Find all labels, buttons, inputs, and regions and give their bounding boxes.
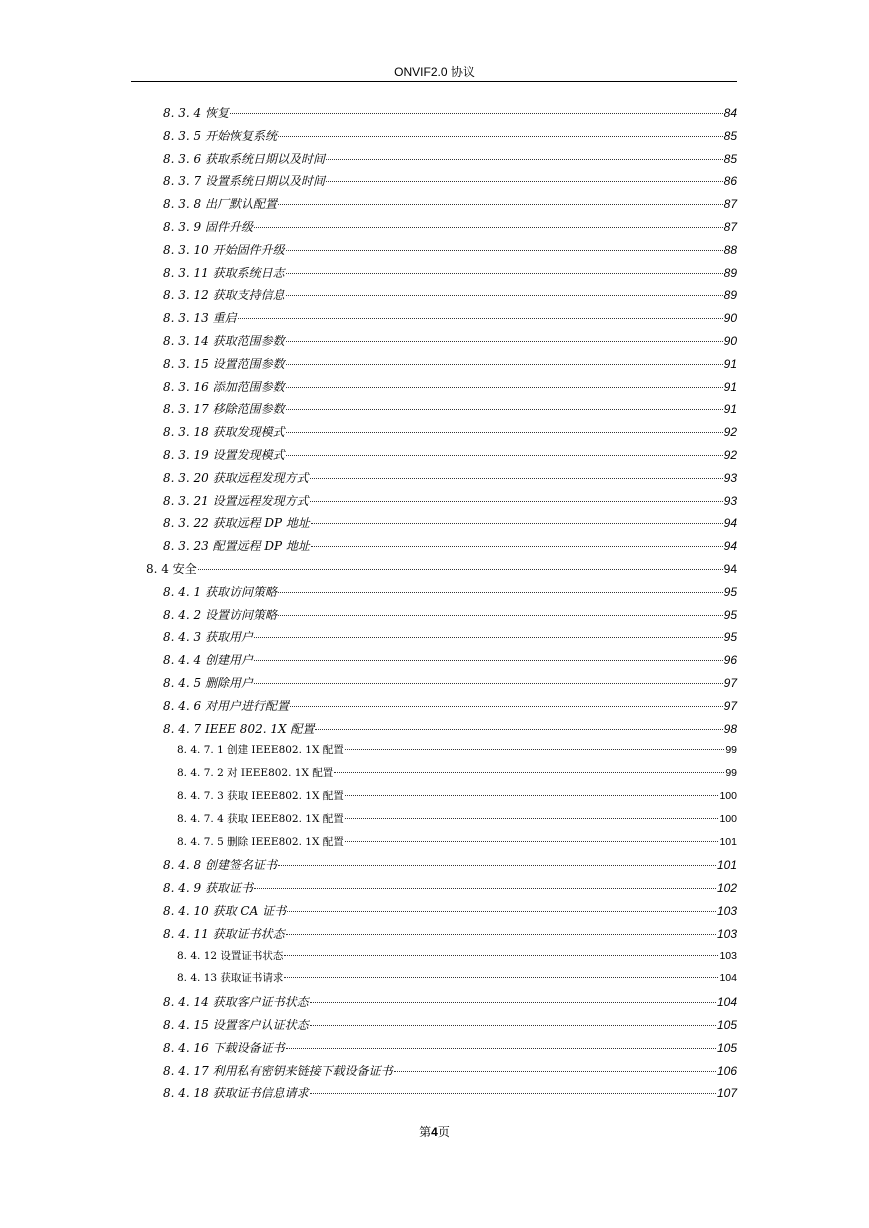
- toc-entry-label: 8. 4. 11 获取证书状态: [163, 926, 285, 941]
- dot-leader: [286, 431, 723, 433]
- toc-entry-page: 93: [723, 470, 737, 485]
- toc-entry-label: 8. 4. 7. 5 删除 IEEE802. 1X 配置: [177, 835, 344, 848]
- toc-entry[interactable]: [163, 606, 737, 626]
- toc-entry-page: 95: [723, 607, 737, 622]
- toc-entry-label: 8. 3. 7 设置系统日期以及时间: [163, 174, 325, 189]
- toc-entry[interactable]: [163, 925, 737, 945]
- toc-entry[interactable]: [177, 834, 737, 854]
- page-footer: [0, 1123, 869, 1140]
- dot-leader: [326, 158, 723, 160]
- toc-entry-page: 87: [723, 220, 737, 234]
- toc-entry[interactable]: [163, 492, 737, 512]
- toc-entry-label: 8. 4. 9 获取证书: [163, 881, 253, 896]
- toc-entry[interactable]: [146, 560, 737, 580]
- toc-entry[interactable]: [163, 355, 737, 375]
- dot-leader: [198, 568, 723, 570]
- toc-entry[interactable]: [163, 172, 737, 192]
- toc-entry-page: 100: [719, 790, 737, 802]
- toc-entry-label: 8. 4. 2 设置访问策略: [163, 607, 277, 622]
- toc-entry[interactable]: [163, 628, 737, 648]
- toc-entry-page: 91: [723, 402, 737, 417]
- dot-leader: [310, 1024, 716, 1026]
- dot-leader: [287, 910, 716, 912]
- toc-entry-label: 8. 4. 13 获取证书请求: [177, 972, 284, 985]
- dot-leader: [230, 112, 723, 114]
- toc-entry[interactable]: [163, 446, 737, 466]
- toc-entry[interactable]: [163, 264, 737, 284]
- toc-entry[interactable]: [163, 583, 737, 603]
- dot-leader: [310, 477, 723, 479]
- document-title: ONVIF2.0 协议: [394, 65, 475, 79]
- toc-entry-page: 99: [725, 767, 737, 780]
- toc-entry[interactable]: [163, 1084, 737, 1104]
- toc-entry[interactable]: [163, 902, 737, 922]
- dot-leader: [238, 317, 723, 319]
- toc-entry-label: 8. 4. 7 IEEE 802. 1X 配置: [163, 721, 315, 736]
- dot-leader: [326, 180, 723, 182]
- dot-leader: [310, 500, 723, 502]
- dot-leader: [290, 705, 723, 707]
- dot-leader: [286, 933, 716, 935]
- toc-entry-label: 8. 4. 7. 3 获取 IEEE802. 1X 配置: [177, 790, 344, 802]
- toc-entry-page: 93: [723, 493, 737, 508]
- toc-entry-page: 103: [719, 949, 737, 962]
- dot-leader: [286, 294, 723, 296]
- dot-leader: [310, 1001, 716, 1003]
- toc-entry[interactable]: [163, 286, 737, 306]
- toc-entry-label: 8. 3. 11 获取系统日志: [163, 265, 285, 280]
- toc-entry-page: 85: [723, 151, 737, 166]
- toc-entry[interactable]: [163, 104, 737, 124]
- dot-leader: [345, 817, 719, 819]
- toc-entry-label: 8. 3. 6 获取系统日期以及时间: [163, 151, 325, 166]
- dot-leader: [254, 636, 723, 638]
- toc-entry-page: 91: [723, 356, 737, 371]
- toc-entry-page: 86: [723, 174, 737, 189]
- toc-entry-label: 8. 3. 20 获取远程发现方式: [163, 470, 309, 485]
- toc-entry-page: 85: [723, 128, 737, 143]
- toc-entry-page: 84: [723, 106, 737, 120]
- dot-leader: [286, 363, 723, 365]
- toc-entry-page: 91: [723, 379, 737, 394]
- toc-entry[interactable]: [163, 400, 737, 420]
- page-number-prefix: 第: [419, 1125, 432, 1139]
- toc-entry-label: 8. 4. 17 利用私有密钥来链接下载设备证书: [163, 1063, 393, 1078]
- dot-leader: [286, 408, 723, 410]
- toc-entry[interactable]: [177, 765, 737, 785]
- toc-entry[interactable]: [163, 697, 737, 717]
- page-number-suffix: 页: [437, 1125, 450, 1139]
- toc-entry[interactable]: [163, 674, 737, 694]
- toc-entry[interactable]: [177, 811, 737, 831]
- toc-entry-page: 94: [723, 516, 737, 531]
- toc-entry[interactable]: [163, 241, 737, 261]
- toc-entry-label: 8. 3. 5 开始恢复系统: [163, 128, 277, 143]
- toc-entry-label: 8. 3. 22 获取远程 DP 地址: [163, 516, 310, 531]
- dot-leader: [394, 1070, 716, 1072]
- toc-entry[interactable]: [163, 879, 737, 899]
- toc-entry-label: 8. 4. 7. 1 创建 IEEE802. 1X 配置: [177, 744, 344, 757]
- toc-entry[interactable]: [163, 423, 737, 443]
- toc-entry[interactable]: [163, 218, 737, 238]
- toc-entry[interactable]: [163, 127, 737, 147]
- toc-entry-label: 8. 3. 23 配置远程 DP 地址: [163, 539, 310, 554]
- dot-leader: [284, 954, 718, 956]
- toc-entry[interactable]: [163, 993, 737, 1013]
- toc-entry-label: 8. 3. 13 重启: [163, 311, 237, 326]
- toc-entry-page: 97: [723, 676, 737, 690]
- toc-entry-label: 8. 4. 4 创建用户: [163, 653, 253, 668]
- toc-entry-label: 8. 4. 7. 4 获取 IEEE802. 1X 配置: [177, 812, 344, 825]
- toc-entry-page: 102: [716, 881, 737, 896]
- toc-entry-label: 8. 4. 16 下载设备证书: [163, 1040, 285, 1055]
- toc-entry-label: 8. 4. 12 设置证书状态: [177, 949, 284, 962]
- toc-entry[interactable]: [163, 537, 737, 557]
- toc-entry[interactable]: [177, 948, 737, 968]
- dot-leader: [286, 340, 723, 342]
- toc-entry-page: 94: [723, 539, 737, 554]
- toc-entry[interactable]: [163, 1062, 737, 1082]
- toc-entry-label: 8. 3. 14 获取范围参数: [163, 334, 285, 348]
- toc-entry-label: 8. 4. 14 获取客户证书状态: [163, 995, 309, 1010]
- toc-entry-label: 8. 4. 3 获取用户: [163, 630, 253, 645]
- toc-entry-page: 103: [716, 904, 737, 918]
- toc-entry-page: 92: [723, 425, 737, 440]
- dot-leader: [286, 272, 723, 274]
- toc-entry[interactable]: [163, 378, 737, 398]
- toc-entry-page: 105: [716, 1018, 737, 1032]
- page-header: [0, 63, 869, 80]
- dot-leader: [278, 135, 723, 137]
- dot-leader: [278, 864, 716, 866]
- toc-entry-page: 90: [723, 311, 737, 326]
- toc-entry-label: 8. 4 安全: [146, 562, 197, 576]
- toc-entry[interactable]: [177, 970, 737, 990]
- toc-entry-label: 8. 3. 16 添加范围参数: [163, 379, 285, 394]
- page-number: 4: [431, 1125, 438, 1139]
- toc-entry-label: 8. 4. 10 获取 CA 证书: [163, 904, 287, 918]
- dot-leader: [315, 728, 722, 730]
- toc-entry-page: 107: [716, 1086, 737, 1101]
- dot-leader: [286, 386, 723, 388]
- toc-entry-label: 8. 3. 21 设置远程发现方式: [163, 493, 309, 508]
- toc-entry-page: 90: [723, 334, 737, 348]
- toc-entry[interactable]: [177, 742, 737, 762]
- toc-entry-page: 89: [723, 265, 737, 280]
- toc-entry-page: 104: [719, 972, 737, 985]
- toc-entry-label: 8. 3. 10 开始固件升级: [163, 242, 285, 257]
- toc-entry[interactable]: [177, 788, 737, 808]
- toc-entry-page: 94: [723, 562, 737, 576]
- toc-entry-page: 105: [716, 1040, 737, 1055]
- dot-leader: [286, 249, 723, 251]
- toc-entry[interactable]: [163, 150, 737, 170]
- toc-entry-page: 103: [716, 926, 737, 941]
- toc-entry[interactable]: [163, 332, 737, 352]
- dot-leader: [254, 659, 723, 661]
- toc-entry-page: 104: [716, 995, 737, 1010]
- toc-entry-label: 8. 4. 5 删除用户: [163, 676, 253, 690]
- toc-entry[interactable]: [163, 651, 737, 671]
- toc-entry[interactable]: [163, 856, 737, 876]
- toc-entry-label: 8. 4. 6 对用户进行配置: [163, 698, 289, 713]
- toc-entry[interactable]: [163, 514, 737, 534]
- toc-entry-page: 89: [723, 288, 737, 303]
- toc-entry-label: 8. 3. 18 获取发现模式: [163, 425, 285, 440]
- toc-entry[interactable]: [163, 720, 737, 740]
- dot-leader: [254, 682, 723, 684]
- dot-leader: [345, 840, 719, 842]
- toc-entry-page: 98: [723, 721, 737, 736]
- toc-entry-label: 8. 4. 7. 2 对 IEEE802. 1X 配置: [177, 767, 334, 780]
- toc-entry-page: 100: [719, 812, 737, 825]
- toc-entry-label: 8. 3. 17 移除范围参数: [163, 402, 285, 417]
- toc-entry-page: 97: [723, 698, 737, 713]
- dot-leader: [334, 771, 724, 773]
- toc-entry-page: 106: [716, 1063, 737, 1078]
- toc-entry-label: 8. 4. 8 创建签名证书: [163, 858, 277, 873]
- toc-entry[interactable]: [163, 469, 737, 489]
- dot-leader: [278, 614, 723, 616]
- toc-entry-label: 8. 3. 19 设置发现模式: [163, 448, 285, 462]
- dot-leader: [254, 226, 723, 228]
- dot-leader: [254, 887, 716, 889]
- dot-leader: [310, 1092, 716, 1094]
- dot-leader: [286, 1047, 716, 1049]
- toc-entry-page: 92: [723, 448, 737, 462]
- toc-entry[interactable]: [163, 1016, 737, 1036]
- toc-entry-page: 101: [716, 858, 737, 873]
- toc-entry[interactable]: [163, 1039, 737, 1059]
- dot-leader: [284, 976, 718, 978]
- dot-leader: [311, 545, 723, 547]
- toc-entry-label: 8. 4. 15 设置客户认证状态: [163, 1018, 309, 1032]
- toc-entry-label: 8. 3. 4 恢复: [163, 106, 229, 120]
- dot-leader: [345, 794, 719, 796]
- toc-entry-label: 8. 3. 8 出厂默认配置: [163, 197, 277, 212]
- toc-entry-page: 87: [723, 197, 737, 212]
- toc-entry-page: 95: [723, 630, 737, 645]
- toc-entry-page: 96: [723, 653, 737, 668]
- toc-entry-label: 8. 3. 9 固件升级: [163, 220, 253, 234]
- toc-entry-page: 88: [723, 242, 737, 257]
- dot-leader: [278, 591, 723, 593]
- toc-entry-label: 8. 3. 15 设置范围参数: [163, 356, 285, 371]
- dot-leader: [278, 203, 723, 205]
- toc-entry-label: 8. 3. 12 获取支持信息: [163, 288, 285, 303]
- toc-entry-page: 95: [723, 584, 737, 599]
- dot-leader: [345, 748, 725, 750]
- toc-entry-label: 8. 4. 18 获取证书信息请求: [163, 1086, 309, 1101]
- toc-entry[interactable]: [163, 195, 737, 215]
- header-divider: [131, 81, 737, 82]
- dot-leader: [311, 522, 723, 524]
- dot-leader: [286, 454, 723, 456]
- toc-entry-label: 8. 4. 1 获取访问策略: [163, 584, 277, 599]
- toc-entry-page: 99: [725, 744, 737, 757]
- toc-entry-page: 101: [719, 835, 737, 848]
- toc-entry[interactable]: [163, 309, 737, 329]
